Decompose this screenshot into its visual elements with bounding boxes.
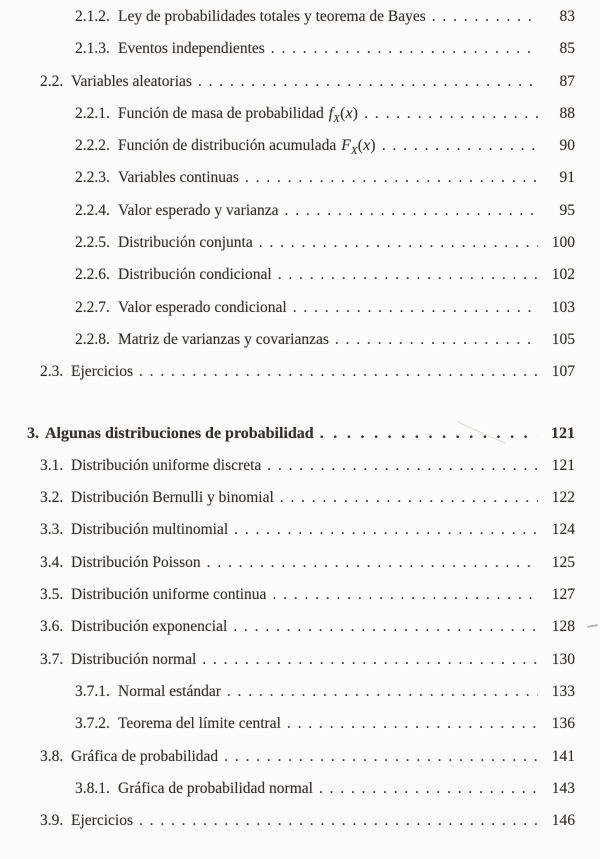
toc-entry-page-number: 105 [551, 330, 575, 348]
toc-entry-number: 2.2.3. [75, 169, 110, 187]
toc-entry [27, 579, 575, 611]
toc-entry-title: Ejercicios [71, 363, 133, 381]
dot-leader [139, 805, 538, 837]
dot-leader [245, 162, 538, 194]
toc-entry-title: Función de masa de probabilidad [118, 104, 324, 122]
toc-entry [27, 773, 575, 805]
toc-entry-number: 3.1. [40, 456, 64, 474]
toc-entry-title: Distribución exponencial [71, 618, 228, 636]
toc-entry-number: 2.2.1. [75, 104, 110, 122]
toc-entry-number: 3.8.1. [75, 779, 110, 797]
dot-leader [259, 227, 538, 259]
math-subscript [351, 146, 358, 157]
toc-entry-page-number: 133 [551, 682, 575, 700]
toc-entry [27, 66, 575, 98]
toc-entry-title: Distribución uniforme continua [71, 586, 267, 604]
toc-entry-page-number: 130 [551, 650, 575, 668]
toc-entry [27, 805, 575, 837]
toc-entry-page-number: 87 [559, 72, 575, 90]
toc-entry-page-number: 143 [551, 779, 575, 797]
toc-entry-title: Variables aleatorias [71, 72, 192, 90]
toc-entry-title: Algunas distribuciones de probabilidad [45, 424, 314, 442]
toc-entry-title: Valor esperado condicional [118, 298, 287, 316]
toc-entry [27, 547, 575, 579]
dot-leader [285, 195, 538, 227]
toc-entry-page-number: 122 [551, 489, 575, 507]
toc-entry-number: 2.2.2. [75, 137, 110, 155]
toc-entry [27, 1, 575, 33]
toc-entry-number: 3.8. [40, 747, 64, 765]
toc-entry-title: Normal estándar [118, 682, 221, 700]
toc-entry-number: 2.1.3. [75, 40, 110, 58]
toc-entry-page-number: 125 [551, 553, 575, 571]
math-argument-symbol: x [345, 104, 353, 122]
dot-leader [364, 98, 538, 130]
dot-leader [234, 514, 538, 546]
toc-entry [27, 130, 575, 162]
toc-entry-math-notation: $F_X(x)$ [341, 137, 376, 158]
toc-entry-page-number: 83 [559, 8, 575, 25]
toc-entry-number: 2.2.6. [75, 266, 110, 284]
toc-entry-number: 3.6. [40, 618, 64, 636]
math-function-symbol: f [328, 104, 334, 122]
toc-entry-page-number: 128 [551, 618, 575, 636]
toc-entry-number: 3.2. [40, 489, 64, 507]
toc-entry-title: Variables continuas [118, 169, 239, 187]
dot-leader [432, 1, 538, 33]
dot-leader [227, 676, 538, 708]
toc-entry [27, 418, 575, 450]
dot-leader [233, 611, 538, 643]
toc-entry-number: 3. [27, 424, 39, 442]
dot-leader [278, 259, 538, 291]
toc-entry-page-number: 95 [559, 201, 575, 219]
toc-entry-title: Gráfica de probabilidad [71, 747, 219, 765]
toc-entry [27, 676, 575, 708]
toc-entry-title: Gráfica de probabilidad normal [118, 779, 313, 797]
dot-leader [287, 708, 538, 740]
math-function-symbol: F [341, 137, 352, 155]
math-subscript-symbol: X [333, 113, 341, 125]
toc-entry-page-number: 136 [551, 715, 575, 733]
toc-entry-title: Matriz de varianzas y covarianzas [118, 330, 329, 348]
dot-leader [267, 450, 538, 482]
toc-entry-title: Valor esperado y varianza [118, 201, 279, 219]
toc-entry-number: 3.9. [40, 812, 64, 830]
toc-entry [27, 259, 575, 291]
toc-entry-page-number: 141 [551, 747, 575, 765]
dot-leader [198, 66, 538, 98]
dot-leader [271, 33, 538, 65]
toc-entry-title: Distribución normal [71, 650, 197, 668]
dot-leader [280, 482, 538, 514]
dot-leader [382, 130, 538, 162]
math-subscript [333, 114, 340, 125]
toc-entry-page-number: 103 [551, 298, 575, 316]
dot-leader [320, 418, 538, 450]
toc-entry [27, 356, 575, 388]
toc-entry-page-number: 85 [559, 40, 575, 58]
toc-entry [27, 33, 575, 65]
toc-entry-number: 2.2.5. [75, 234, 110, 252]
toc-entry-number: 3.7. [40, 650, 64, 668]
toc-entry-number: 2.2.4. [75, 201, 110, 219]
toc-entry-page-number: 127 [551, 586, 575, 604]
toc-entry [27, 324, 575, 356]
toc-entry-page-number: 124 [551, 521, 575, 539]
dot-leader [335, 324, 538, 356]
dot-leader [224, 741, 538, 773]
toc-entry-number: 3.5. [40, 586, 64, 604]
toc-entry-title: Distribución uniforme discreta [71, 456, 262, 474]
toc-entry-title: Función de distribución acumulada [118, 137, 337, 155]
toc-entry-title: Distribución multinomial [71, 521, 229, 539]
toc-entry-number: 2.2.8. [75, 330, 110, 348]
math-argument-symbol: x [363, 137, 371, 155]
toc-entry [27, 162, 575, 194]
toc-entry-number: 3.3. [40, 521, 64, 539]
dot-leader [272, 579, 538, 611]
toc-entry-number: 3.7.2. [75, 715, 110, 733]
toc-entry-title: Distribución condicional [118, 266, 272, 284]
dot-leader [207, 547, 538, 579]
toc-entry-math-notation: $f_X(x)$ [328, 104, 359, 125]
toc-entry-title: Teorema del límite central [118, 715, 281, 733]
toc-entry-page-number: 100 [551, 234, 575, 252]
toc-entry-number: 3.7.1. [75, 682, 110, 700]
toc-entry [27, 741, 575, 773]
toc-entry [27, 611, 575, 643]
toc-entry [27, 98, 575, 130]
toc-entry-title: Distribución Poisson [71, 553, 201, 571]
toc-entry [27, 195, 575, 227]
toc-entry-number: 2.2. [40, 72, 64, 90]
toc-entry-page-number: 90 [559, 137, 575, 155]
dot-leader [293, 292, 538, 324]
toc-entry-page-number: 121 [551, 456, 575, 474]
toc-entry-title: Ley de probabilidades totales y teorema de Bayes [118, 8, 426, 25]
math-subscript-symbol: X [351, 146, 358, 158]
toc-entry-title: Distribución Bernulli y binomial [71, 489, 274, 507]
toc-entry-number: 3.4. [40, 553, 64, 571]
toc-entry-title: Distribución conjunta [118, 234, 253, 252]
toc-entry [27, 450, 575, 482]
toc-entry-page-number: 88 [559, 104, 575, 122]
toc-entry-title: Eventos independientes [118, 40, 265, 58]
dot-leader [319, 773, 538, 805]
toc-entry-page-number: 107 [551, 363, 575, 381]
toc-entry [27, 482, 575, 514]
toc-entry-page-number: 91 [559, 169, 575, 187]
dot-leader [202, 644, 538, 676]
toc-entry [27, 514, 575, 546]
toc-entry-page-number: 102 [551, 266, 575, 284]
dot-leader [139, 356, 538, 388]
toc-entry-number: 2.3. [40, 363, 64, 381]
toc [0, 1, 600, 837]
toc-entry-number: 2.1.2. [75, 8, 110, 25]
toc-entry-page-number: 146 [551, 812, 575, 830]
toc-entry-number: 2.2.7. [75, 298, 110, 316]
toc-entry [27, 292, 575, 324]
toc-entry-title: Ejercicios [71, 812, 133, 830]
toc-entry [27, 227, 575, 259]
toc-entry [27, 708, 575, 740]
toc-entry [27, 644, 575, 676]
toc-entry-page-number: 121 [551, 424, 575, 442]
